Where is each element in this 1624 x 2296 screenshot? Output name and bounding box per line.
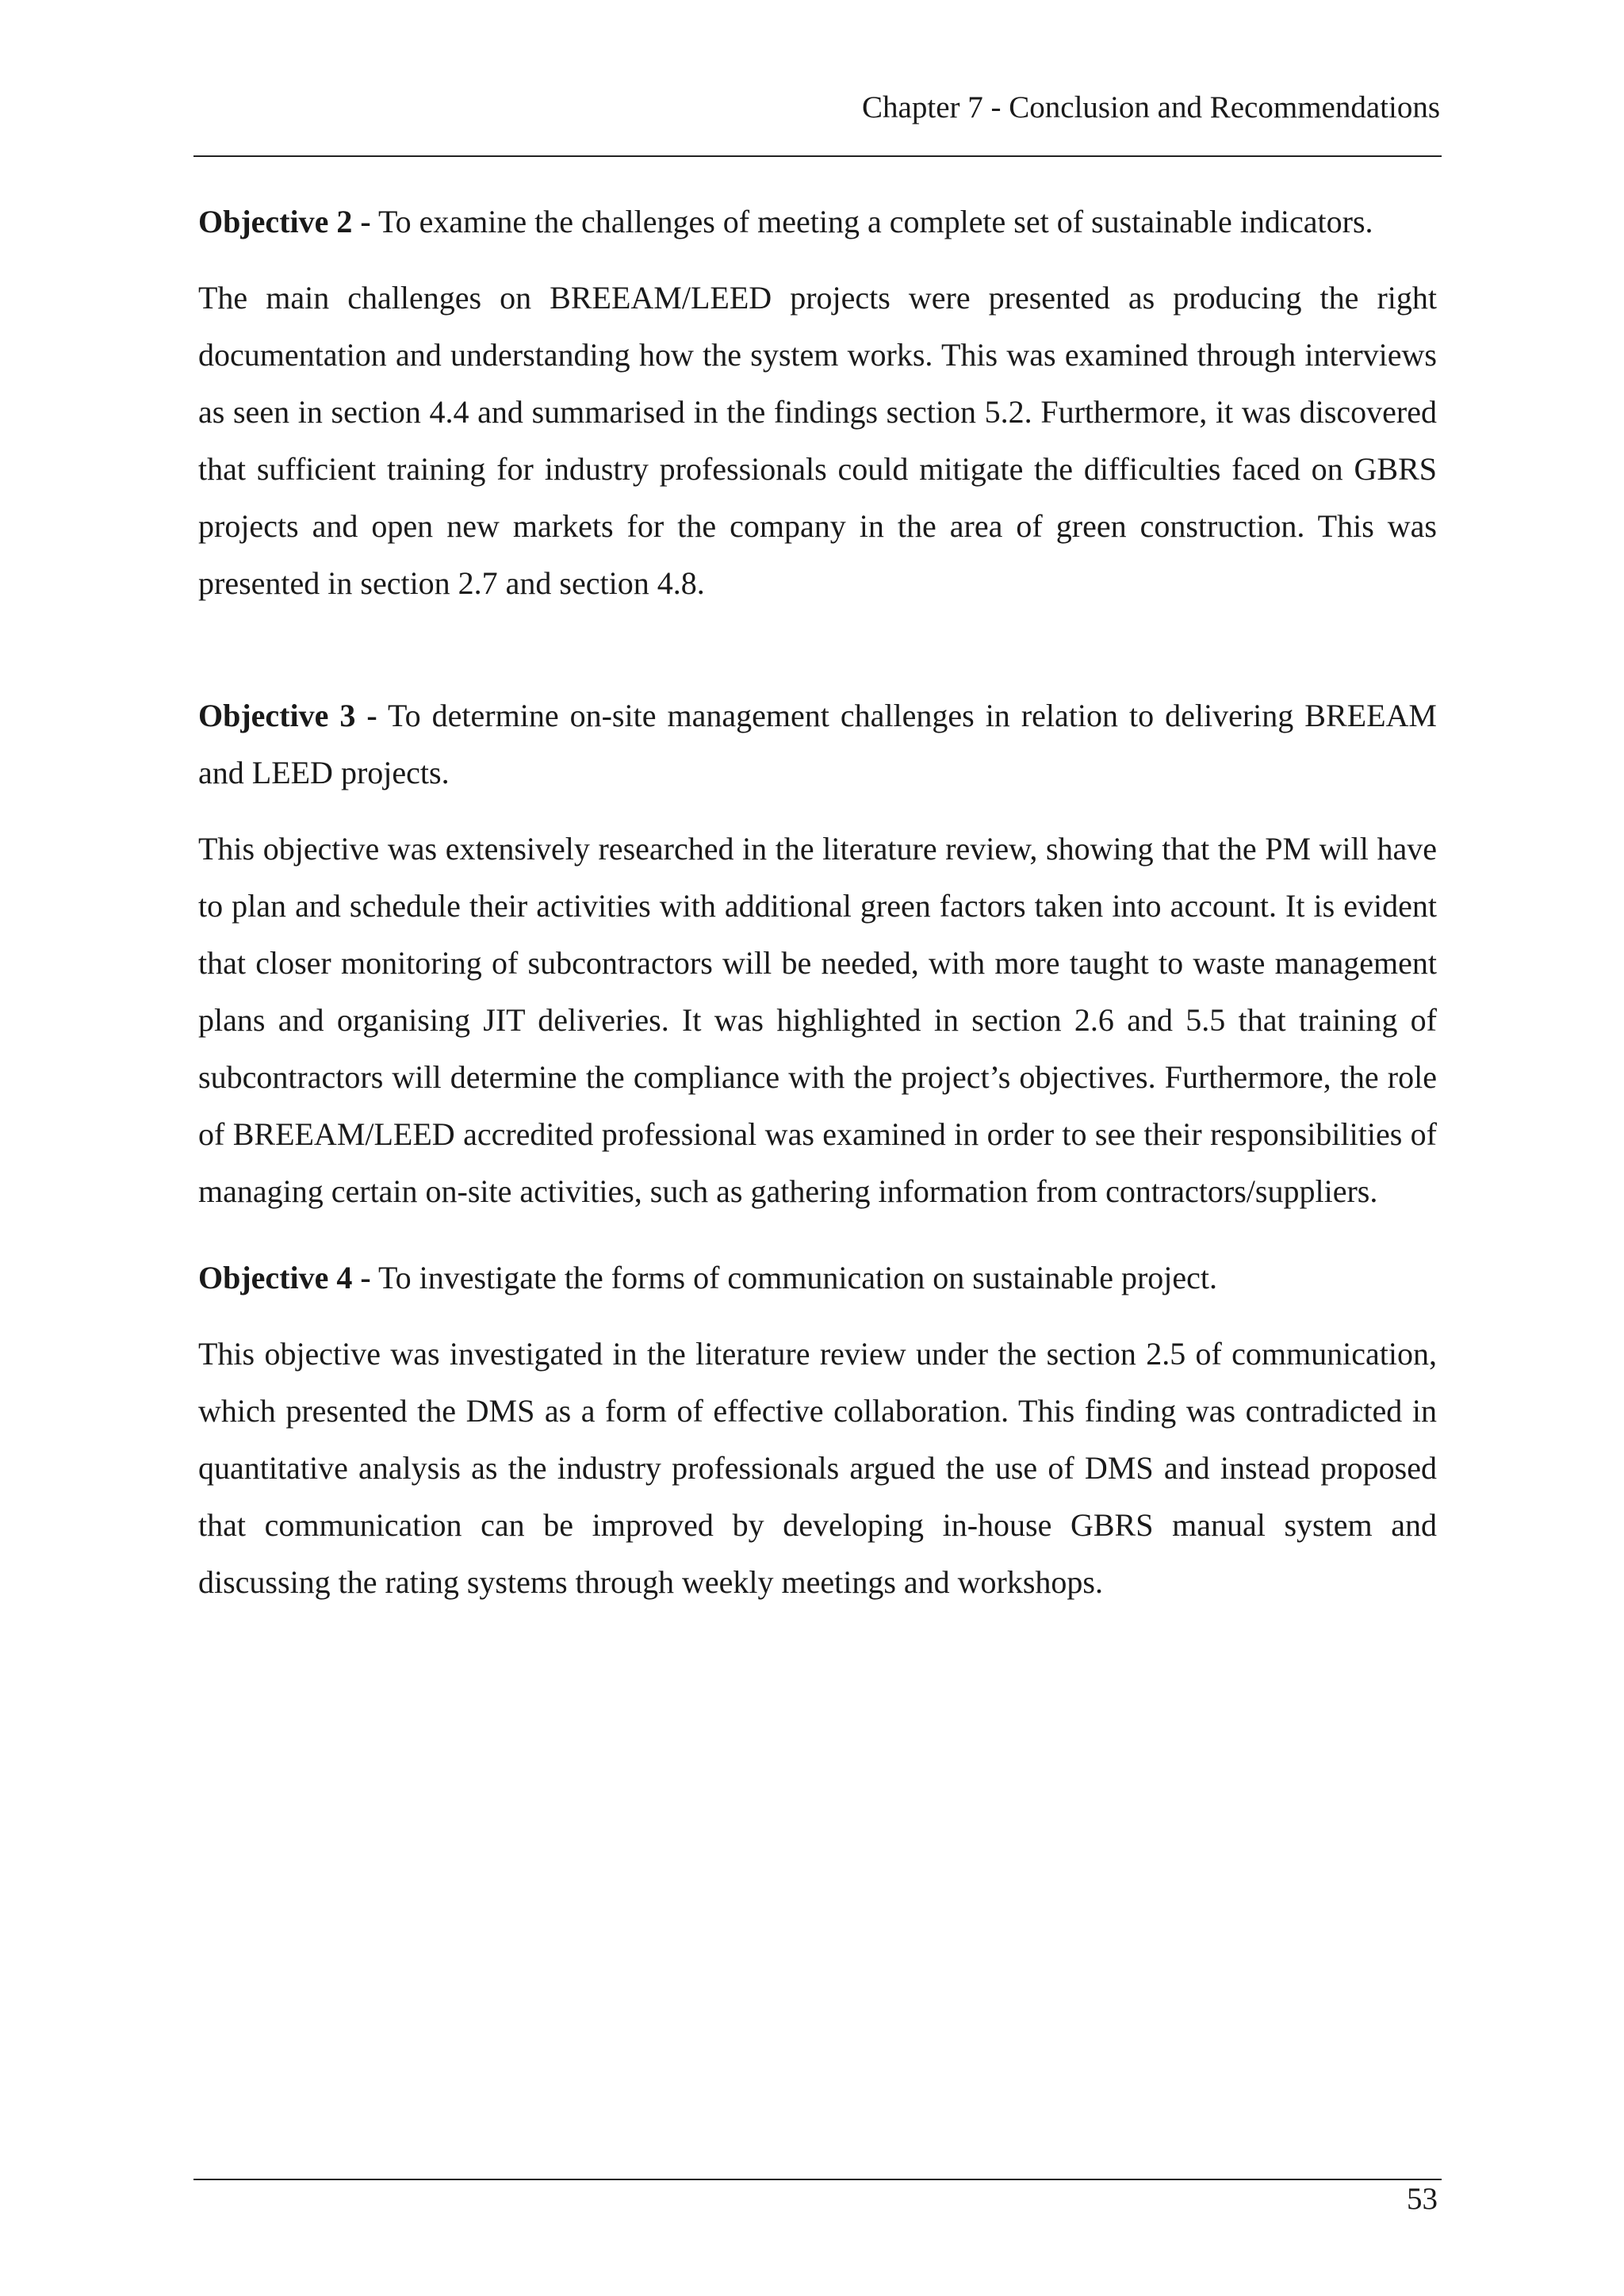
footer-divider [193, 2179, 1442, 2180]
page-number: 53 [1407, 2182, 1438, 2216]
objective-4-title: To investigate the forms of communication on sustainable project. [370, 1260, 1218, 1295]
objective-4-heading [198, 1249, 1437, 1307]
objective-4-paragraph: This objective was investigated in the literature review under the section 2.5 of communication, which presented the DMS as a form of effective collaboration. This finding was contradicted in quantitative analysis as the industry professionals argued the use of DMS and instead proposed that communication can be improved by developing in-house GBRS manual system and discussing the rating systems through weekly meetings and workshops. [198, 1336, 1437, 1600]
objective-3-label: Objective 3 - [198, 698, 377, 733]
objective-2-heading [198, 193, 1437, 251]
objective-3-heading [198, 687, 1437, 802]
objective-3-title: To determine on-site management challenges in relation to delivering BREEAM and LEED projects. [198, 698, 1437, 790]
objective-2-paragraph: The main challenges on BREEAM/LEED projects were presented as producing the right documentation and understanding how the system works. This was examined through interviews as seen in section 4.4 and summarised in the findings section 5.2. Furthermore, it was discovered that sufficient training for industry professionals could mitigate the difficulties faced on GBRS projects and open new markets for the company in the area of green construction. This was presented in section 2.7 and section 4.8. [198, 280, 1437, 601]
running-header: Chapter 7 - Conclusion and Recommendations [862, 90, 1440, 124]
header-divider [193, 155, 1442, 157]
page-body [198, 193, 1437, 1611]
objective-3-paragraph: This objective was extensively researched in the literature review, showing that the PM will have to plan and schedule their activities with additional green factors taken into account. It is evident that closer monitoring of subcontractors will be needed, with more taught to waste management plans and organising JIT deliveries. It was highlighted in section 2.6 and 5.5 that training of subcontractors will determine the compliance with the project’s objectives. Furthermore, the role of BREEAM/LEED accredited professional was examined in order to see their responsibilities of managing certain on-site activities, such as gathering information from contractors/suppliers. [198, 831, 1437, 1209]
objective-2-title: To examine the challenges of meeting a complete set of sustainable indicators. [370, 204, 1373, 239]
objective-4-label: Objective 4 - [198, 1260, 371, 1295]
objective-2-label: Objective 2 - [198, 204, 371, 239]
